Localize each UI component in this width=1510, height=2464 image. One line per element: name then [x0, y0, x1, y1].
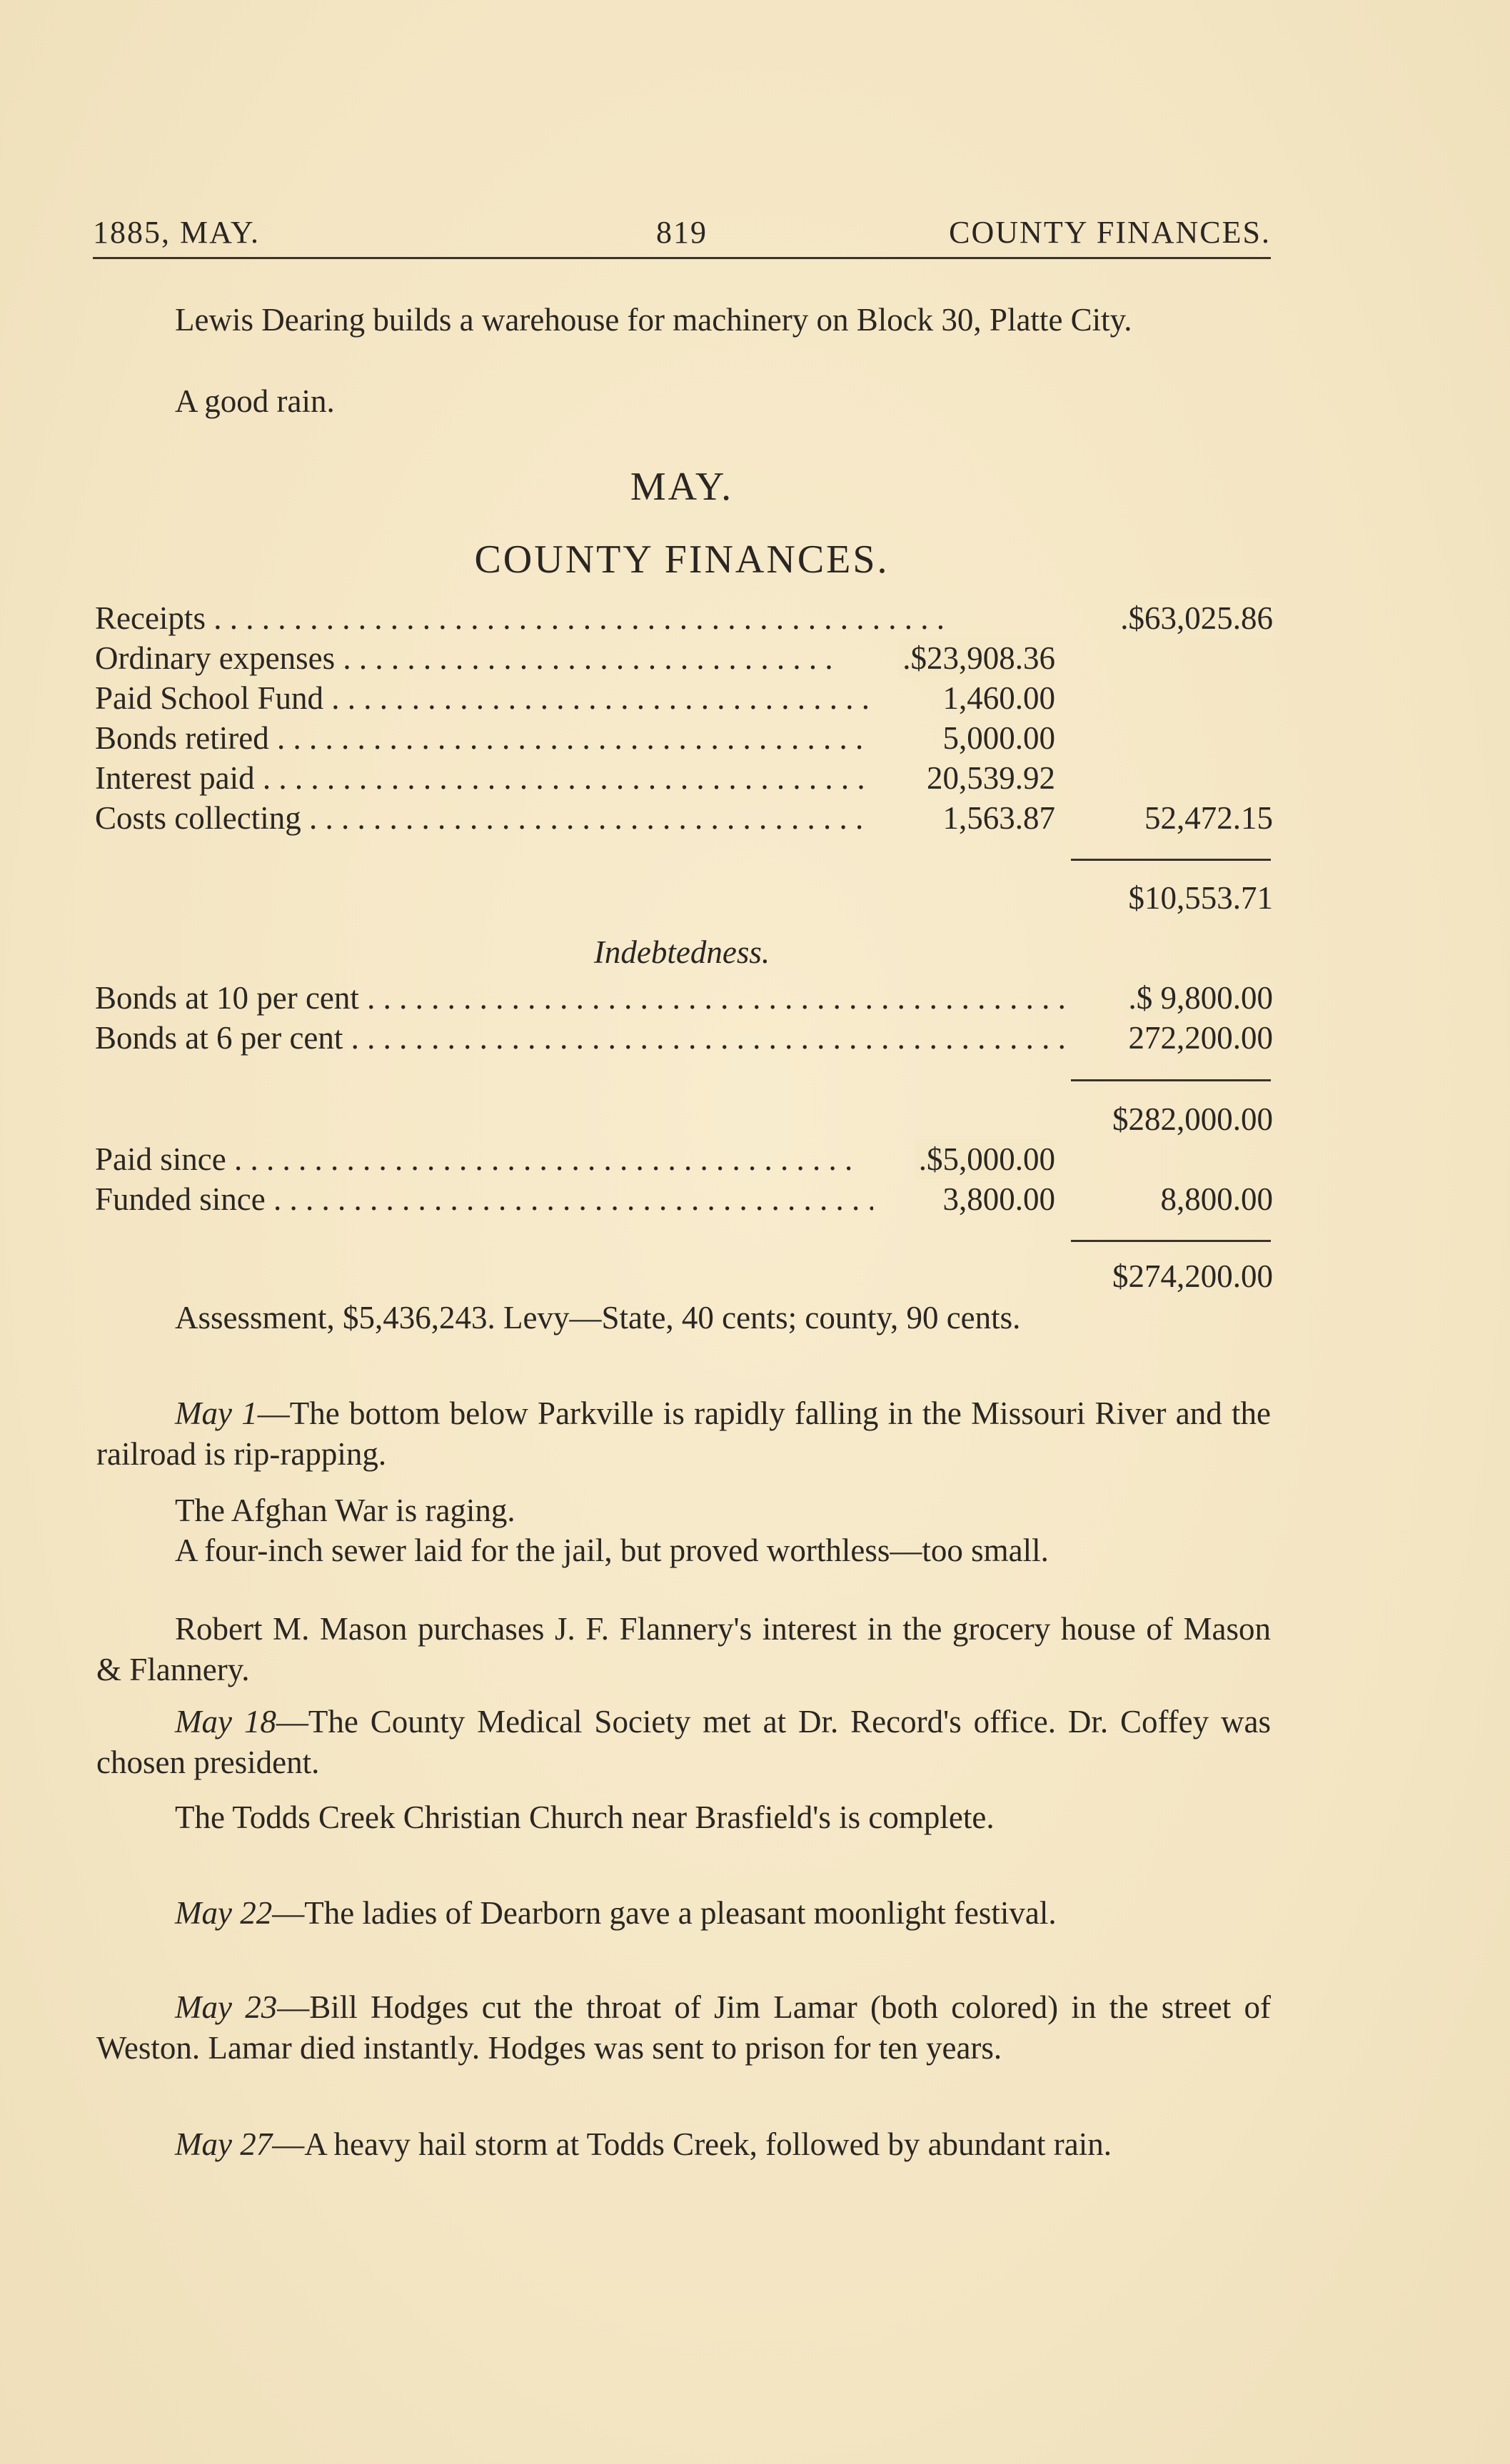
paragraph-good-rain: A good rain. — [175, 383, 335, 419]
bond-amount: 272,200.00 — [1128, 1020, 1273, 1056]
finance-amount: 20,539.92 — [927, 760, 1055, 796]
entry-date: May 27 — [175, 2126, 273, 2162]
bond-row — [95, 978, 1273, 1018]
finance-row — [95, 758, 1273, 798]
debt-balance: $274,200.00 — [1112, 1258, 1273, 1294]
entry-date: May 22 — [175, 1895, 273, 1931]
entry-date: May 23 — [175, 1989, 278, 2025]
finance-row — [95, 678, 1273, 718]
entry-text: The Afghan War is raging. — [175, 1493, 515, 1528]
entry-paragraph — [96, 1893, 1271, 1934]
sum-rule — [1071, 1079, 1271, 1081]
finance-label: Interest paid . . . — [95, 758, 870, 798]
finance-balance: $10,553.71 — [1128, 880, 1273, 916]
finance-row — [95, 638, 1273, 678]
header-section-title: COUNTY FINANCES. — [949, 215, 1271, 250]
entry-text: —A heavy hail storm at Todds Creek, followed by abundant rain. — [272, 2126, 1112, 2162]
since-label: Paid since . . . — [95, 1139, 852, 1179]
header-date: 1885, MAY. — [93, 215, 260, 250]
finance-row — [95, 718, 1273, 758]
debt-balance-row — [95, 1256, 1273, 1296]
month-heading: MAY. — [630, 465, 734, 509]
entry-text: Robert M. Mason purchases J. F. Flannery's interest in the grocery house of Mason & Flannery. — [96, 1611, 1271, 1687]
bonds-total: $282,000.00 — [1112, 1101, 1273, 1137]
bonds-total-row — [95, 1099, 1273, 1139]
bond-label: Bonds at 6 per cent . . . — [95, 1018, 1073, 1058]
entry-paragraph — [96, 1702, 1271, 1783]
bond-row — [95, 1018, 1273, 1058]
since-amount: 3,800.00 — [942, 1181, 1055, 1217]
page-number: 819 — [656, 215, 708, 250]
bond-label: Bonds at 10 per cent . . . — [95, 978, 1069, 1018]
indebtedness-heading: Indebtedness. — [593, 934, 770, 970]
entry-text: A four-inch sewer laid for the jail, but proved worthless—too small. — [175, 1533, 1049, 1568]
entry-paragraph — [96, 1490, 1271, 1531]
since-row — [95, 1139, 1273, 1179]
since-amount: .$5,000.00 — [915, 1139, 1055, 1179]
entry-text: —The ladies of Dearborn gave a pleasant moonlight festival. — [272, 1895, 1057, 1931]
entry-paragraph — [96, 1609, 1271, 1690]
running-header — [93, 214, 1271, 250]
header-rule — [93, 257, 1271, 259]
finance-label: Ordinary expenses . . . — [95, 638, 837, 678]
finance-balance-row — [95, 878, 1273, 918]
sum-rule — [1071, 1240, 1271, 1242]
since-row — [95, 1179, 1273, 1219]
finance-amount: .$23,908.36 — [898, 638, 1055, 678]
section-heading: COUNTY FINANCES. — [474, 537, 890, 582]
entry-date: May 1 — [175, 1395, 258, 1431]
entry-text: —The County Medical Society met at Dr. Record's office. Dr. Coffey was chosen president. — [96, 1704, 1271, 1780]
finance-total: 52,472.15 — [1144, 800, 1273, 836]
finance-amount: 1,563.87 — [942, 800, 1055, 836]
entry-text: —The bottom below Parkville is rapidly falling in the Missouri River and the railroad is rip-rapping. — [96, 1395, 1271, 1472]
since-label: Funded since . . . — [95, 1179, 873, 1219]
finance-label: Costs collecting . . . — [95, 798, 873, 838]
since-total: 8,800.00 — [1160, 1181, 1273, 1217]
entry-paragraph — [96, 1797, 1271, 1838]
finance-amount: 1,460.00 — [942, 680, 1055, 716]
finance-row — [95, 598, 1273, 638]
assessment-paragraph: Assessment, $5,436,243. Levy—State, 40 cents; county, 90 cents. — [175, 1300, 1021, 1335]
entry-text: —Bill Hodges cut the throat of Jim Lamar (both colored) in the street of Weston. Lamar died instantly. Hodges was sent to prison for ten years. — [96, 1989, 1271, 2066]
entry-text: The Todds Creek Christian Church near Brasfield's is complete. — [175, 1799, 995, 1835]
entry-date: May 18 — [175, 1704, 276, 1740]
finance-label: Bonds retired . . . — [95, 718, 873, 758]
finance-row — [95, 798, 1273, 838]
finance-total: .$63,025.86 — [1116, 598, 1273, 638]
sum-rule — [1071, 859, 1271, 861]
paragraph-warehouse: Lewis Dearing builds a warehouse for machinery on Block 30, Platte City. — [175, 302, 1132, 338]
finance-label: Paid School Fund . . . — [95, 678, 873, 718]
entry-paragraph — [96, 1393, 1271, 1475]
finance-label: Receipts . . . — [95, 598, 1059, 638]
finance-amount: 5,000.00 — [942, 720, 1055, 756]
entry-paragraph — [96, 1530, 1271, 1571]
bond-amount: .$ 9,800.00 — [1124, 978, 1274, 1018]
entry-paragraph — [96, 1987, 1271, 2069]
entry-paragraph — [96, 2124, 1271, 2165]
